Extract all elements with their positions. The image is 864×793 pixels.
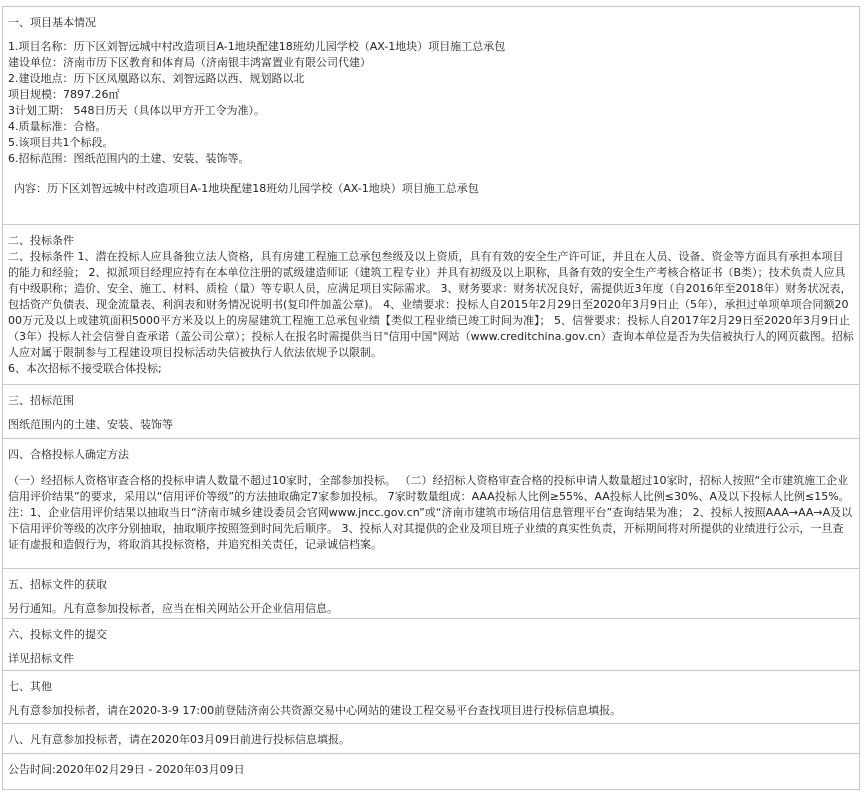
section-bid-submission [3,619,859,671]
section-announcement-time [3,754,859,786]
bid-submission-text: 详见招标文件 [8,652,74,665]
registration-notice-text: 八、凡有意参加投标者，请在2020年03月09日前进行投标信息填报。 [8,733,350,746]
tender-documents-text: 另行通知。凡有意参加投标者，应当在相关网站公开企业信用信息。 [8,602,338,615]
quality-standard: 4.质量标准：合格。 [8,120,107,133]
project-name: 1.项目名称：历下区刘智远城中村改造项目A-1地块配建18班幼儿园学校（AX-1地块）项目施工总承包 [8,40,506,53]
section-heading: 六、投标文件的提交 [8,628,107,641]
section-other [3,671,859,724]
construction-site: 2.建设地点：历下区凤凰路以东、刘智远路以西、规划路以北 [8,72,305,85]
no-joint-bid-text: 6、本次招标不接受联合体投标; [8,362,162,375]
section-heading: 二、投标条件 [8,234,74,247]
section-tender-scope [3,385,859,439]
section-qualified-bidder-method [3,439,859,569]
section-bid-conditions [3,225,859,385]
announcement-document [2,6,860,790]
other-text: 凡有意参加投标者，请在2020-3-9 17:00前登陆济南公共资源交易中心网站的建设工程交易平台查找项目进行投标信息填报。 [8,704,622,717]
section-heading: 七、其他 [8,680,52,693]
planned-duration: 3计划工期： 548日历天（具体以甲方开工令为准）。 [8,104,265,117]
section-heading: 三、招标范围 [8,394,74,407]
announcement-time-text: 公告时间:2020年02月29日 - 2020年03月09日 [8,763,245,776]
section-heading: 一、项目基本情况 [8,16,96,29]
content-line: 内容：历下区刘智远城中村改造项目A-1地块配建18班幼儿园学校（AX-1地块）项目施工总承包 [14,182,479,195]
tender-scope: 6.招标范围：图纸范围内的土建、安装、装饰等。 [8,152,250,165]
tender-scope-text: 图纸范围内的土建、安装、装饰等 [8,418,173,431]
bid-conditions-text: 二、投标条件 1、潜在投标人应具备独立法人资格，具有房建工程施工总承包叁级及以上资质，具有有效的安全生产许可证，并且在人员、设备、资金等方面具有承担本项目的能力和经验； 2、拟派项目经理应持有在本单位注册的贰级建造师证（建筑工程专业）并具有初级及以上职称，具备有效的安全生产考核合格证书（B类）；技术负责人应具有中级职称；造价、安全、施工、材料、质检（量）等专职人员，应满足项目实际需求。 3、财务要求：财务状况良好，需提供近3年度（自2016年至2018年）财务状况表，包括资产负债表、现金流量表、利润表和财务情况说明书(复印件加盖公章)。 4、业绩要求：投标人自2015年2月29日至2020年3月9日止（5年），承担过单项单项合同额2000万元及以上或建筑面积5000平方米及以上的房屋建筑工程施工总承包业绩【类似工程业绩已竣工时间为准】； 5、信誉要求：投标人自2017年2月29日至2020年3月9日止（3年）投标人社会信誉自查承诺（盖公司公章）；投标人在报名时需提供当日"信用中国"网站（www.creditchina.gov.cn）查询本单位是否为失信被执行人的网页截图。招标人应对属于限制参与工程建设项目投标活动失信被执行人依法依规予以限制。 [8,250,854,359]
bid-sections: 5.该项目共1个标段。 [8,136,114,149]
section-heading: 四、合格投标人确定方法 [8,448,129,461]
construction-unit: 建设单位：济南市历下区教育和体育局（济南银丰鸿富置业有限公司代建） [8,56,371,69]
section-project-info [3,7,859,225]
project-scale: 项目规模：7897.26㎡ [8,88,120,101]
section-tender-documents [3,569,859,619]
section-heading: 五、招标文件的获取 [8,578,107,591]
qualified-bidder-text: （一）经招标人资格审查合格的投标申请人数量不超过10家时，全部参加投标。 （二）经招标人资格审查合格的投标申请人数量超过10家时，招标人按照“全市建筑施工企业信用评价结果”的要求，采用以“信用评价等级”的方法抽取确定7家参加投标。 7家时数量组成：AAA投标人比例≥55%、AA投标人比例≤30%、A及以下投标人比例≤15%。 注：1、企业信用评价结果以抽取当日“济南市城乡建设委员会官网www.jncc.gov.cn”或“济南市建筑市场信用信息管理平台”查询结果为准； 2、投标人按照AAA→AA→A及以下信用评价等级的次序分别抽取，抽取顺序按照签到时间先后顺序。 3、投标人对其提供的企业及项目班子业绩的真实性负责，开标期间将对所提供的业绩进行公示，一旦查证有虚报和造假行为，将取消其投标资格，并追究相关责任，记录诚信档案。 [8,474,853,551]
section-registration-notice [3,724,859,754]
